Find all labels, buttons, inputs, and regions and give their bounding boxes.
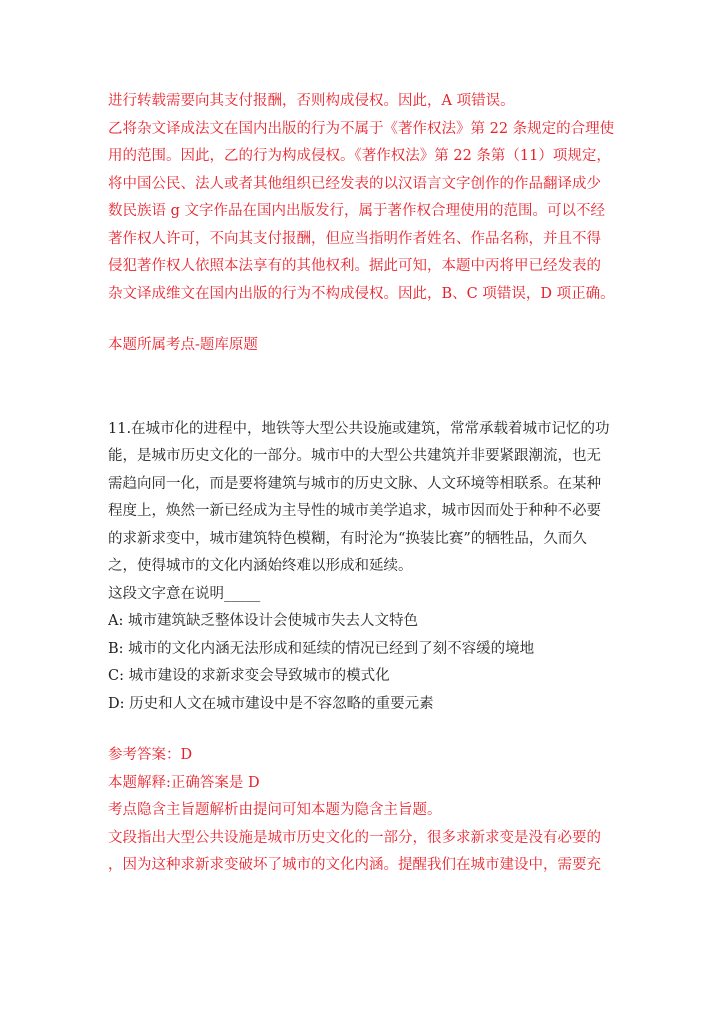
- question-stem-line: 程度上，焕然一新已经成为主导性的城市美学追求，城市因而处于种种不必要: [108, 503, 601, 519]
- reference-answer: 参考答案：D: [108, 747, 193, 763]
- answer-block: [108, 742, 616, 880]
- explanation-line: 将中国公民、法人或者其他组织已经发表的以汉语言文字创作的作品翻译成少: [108, 175, 601, 192]
- answer-explanation-line: 考点隐含主旨题解析由提问可知本题为隐含主旨题。: [108, 802, 442, 818]
- question-stem-line: 需趋向同一化，而是要将建筑与城市的历史文脉、人文环境等相联系。在某种: [108, 475, 601, 492]
- explanation-title: 本题解释:正确答案是 D: [108, 774, 260, 791]
- explanation-line: 杂文译成维文在国内出版的行为不构成侵权。因此，B、C 项错误，D 项正确。: [108, 285, 615, 302]
- explanation-line: 著作权人许可，不向其支付报酬，但应当指明作者姓名、作品名称，并且不得: [108, 230, 601, 247]
- explanation-line: 进行转载需要向其支付报酬，否则构成侵权。因此，A 项错误。: [108, 93, 515, 109]
- question-block: [108, 416, 616, 719]
- option-b: B: 城市的文化内涵无法形成和延续的情况已经到了刻不容缓的境地: [108, 640, 535, 657]
- topic-tag: 本题所属考点-题库原题: [108, 337, 258, 353]
- explanation-line: 用的范围。因此，乙的行为构成侵权。《著作权法》第 22 条第（11）项规定，: [108, 148, 611, 164]
- answer-explanation-line: 文段指出大型公共设施是城市历史文化的一部分，很多求新求变是没有必要的: [108, 829, 601, 846]
- explanation-line: 侵犯著作权人依照本法享有的其他权利。据此可知，本题中丙将甲已经发表的: [108, 258, 601, 274]
- question-prompt: 这段文字意在说明_____: [108, 585, 261, 602]
- explanation-line: 乙将杂文译成法文在国内出版的行为不属于《著作权法》第 22 条规定的合理使: [108, 120, 615, 137]
- document-page: [108, 88, 616, 880]
- option-d: D: 历史和人文在城市建设中是不容忽略的重要元素: [108, 695, 434, 712]
- question-stem-line: 之，使得城市的文化内涵始终难以形成和延续。: [108, 558, 413, 574]
- question-stem-line: 11.在城市化的进程中，地铁等大型公共设施或建筑，常常承载着城市记忆的功: [108, 420, 610, 437]
- answer-explanation-line: ，因为这种求新求变破坏了城市的文化内涵。提醒我们在城市建设中，需要充: [108, 857, 601, 873]
- option-c: C: 城市建设的求新求变会导致城市的模式化: [108, 668, 390, 684]
- option-a: A: 城市建筑缺乏整体设计会使城市失去人文特色: [108, 613, 418, 629]
- question-stem-line: 的求新求变中，城市建筑特色模糊，有时沦为“换装比赛”的牺牲品，久而久: [108, 530, 587, 547]
- explanation-line: 数民族语 g 文字作品在国内出版发行，属于著作权合理使用的范围。可以不经: [108, 203, 605, 219]
- question-stem-line: 能，是城市历史文化的一部分。城市中的大型公共建筑并非要紧跟潮流，也无: [108, 448, 601, 464]
- previous-explanation: [108, 88, 616, 360]
